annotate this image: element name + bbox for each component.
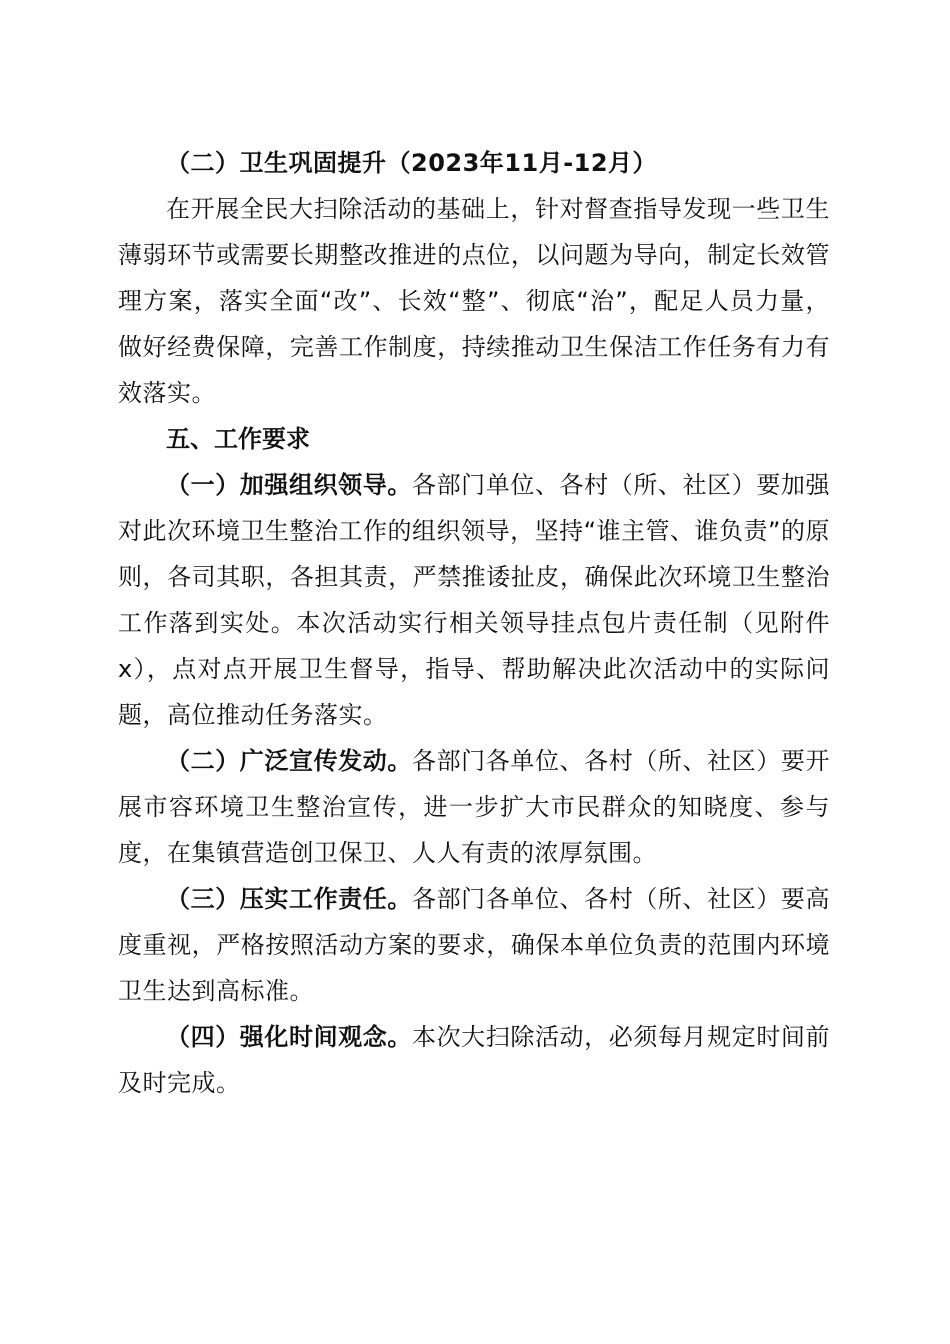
requirement-text: 各部门各单位、各村（所、社区）要高度重视，严格按照活动方案的要求，确保本单位负责的范围内环境卫生达到高标准。 [118, 885, 831, 1005]
document-body [118, 140, 830, 1106]
requirement-item [118, 1014, 830, 1106]
requirement-item [118, 876, 830, 1014]
requirement-text: 各部门各单位、各村（所、社区）要开展市容环境卫生整治宣传，进一步扩大市民群众的知晓度、参与度，在集镇营造创卫保卫、人人有责的浓厚氛围。 [118, 747, 831, 867]
requirement-lead: （四）强化时间观念。 [166, 1023, 412, 1051]
requirement-item [118, 462, 830, 738]
section-heading: 五、工作要求 [166, 425, 310, 453]
requirement-text: 本次大扫除活动，必须每月规定时间前及时完成。 [118, 1023, 831, 1097]
requirement-lead: （一）加强组织领导。 [166, 471, 412, 499]
requirement-text: 各部门单位、各村（所、社区）要加强对此次环境卫生整治工作的组织领导，坚持“谁主管、谁负责”的原则，各司其职，各担其责，严禁推诿扯皮，确保此次环境卫生整治工作落到实处。本次活动实行相关领导挂点包片责任制（见附件x），点对点开展卫生督导，指导、帮助解决此次活动中的实际问题，高位推动任务落实。 [118, 471, 831, 729]
paragraph: 在开展全民大扫除活动的基础上，针对督查指导发现一些卫生薄弱环节或需要长期整改推进的点位，以问题为导向，制定长效管理方案，落实全面“改”、长效“整”、彻底“治”，配足人员力量，做好经费保障，完善工作制度，持续推动卫生保洁工作任务有力有效落实。 [118, 195, 830, 407]
subsection-title: （二）卫生巩固提升（2023年11月-12月） [166, 149, 658, 177]
requirement-item [118, 738, 830, 876]
requirement-lead: （二）广泛宣传发动。 [166, 747, 412, 775]
requirement-lead: （三）压实工作责任。 [166, 885, 412, 913]
